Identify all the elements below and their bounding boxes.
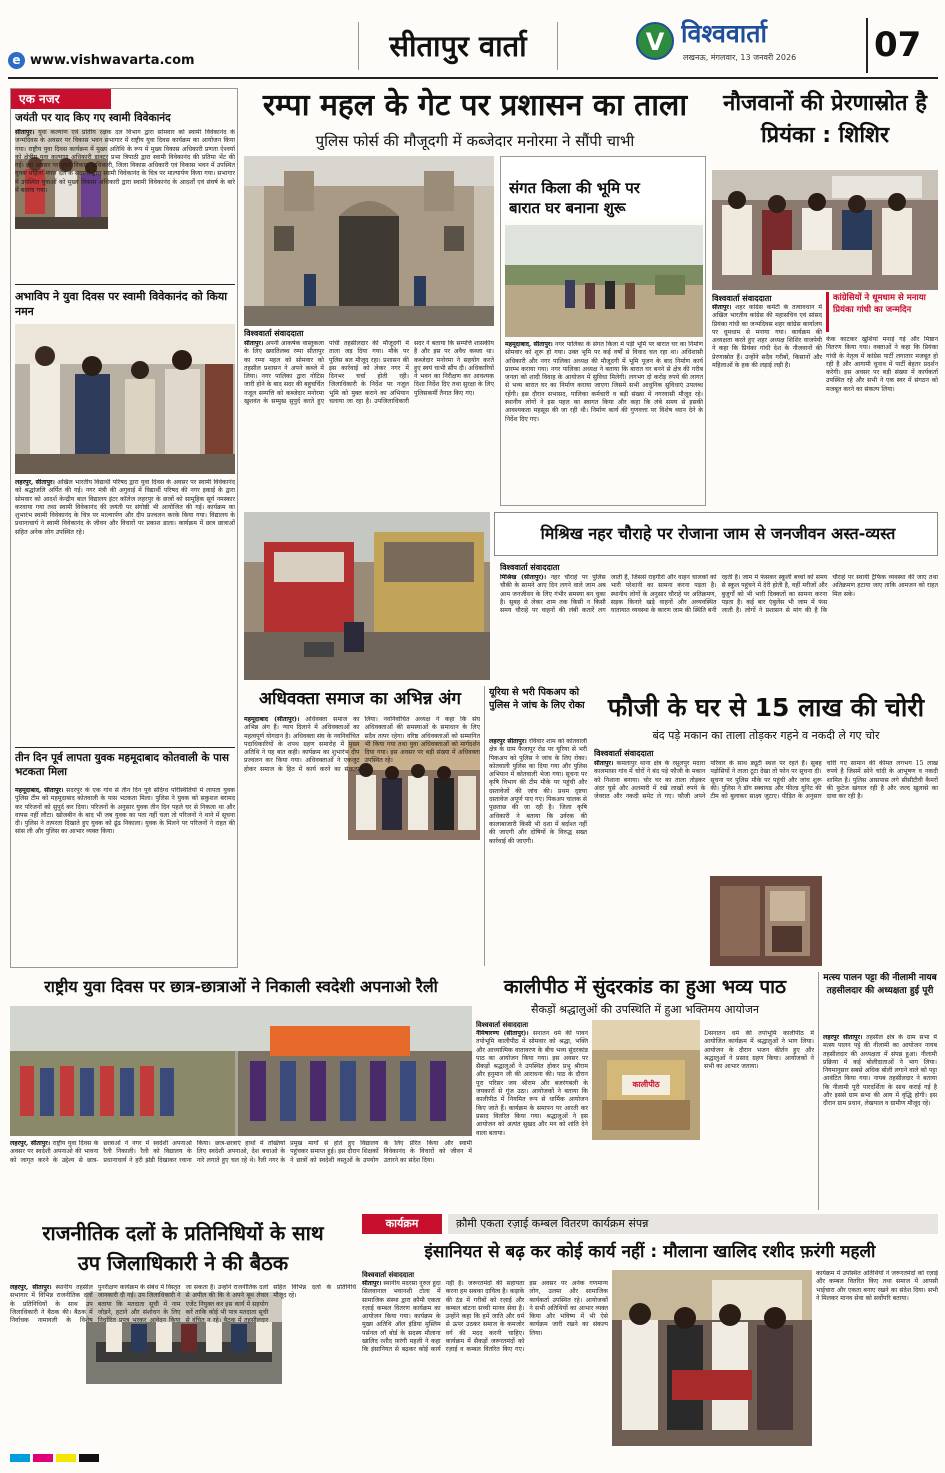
fish-text: तहसील क्षेत्र के ग्राम सभा में मत्स्य पालन पट्टे की नीलामी का आयोजन नायब तहसीलदार की अध्यक्षता में संपन्न हुआ। नीलामी प्रक्रिया में कई बोलीदाताओं ने भाग लिया। नियमानुसार सबसे अधिक बोली लगाने वाले को पट्टा आवंटित किया गया। नायब तहसीलदार ने बताया कि नीलामी पूरी पारदर्शिता के साथ कराई गई है और इससे ग्राम सभा की आय में वृद्धि होगी। इस दौरान ग्राम प्रधान, लेखपाल व ग्रामीण मौजूद रहे।: [823, 1034, 937, 1108]
brand-dateline: लखनऊ, मंगलवार, 13 जनवरी 2026: [683, 53, 797, 62]
traffic-dateline: मिश्रिख (सीतापुर)।: [500, 574, 547, 581]
youth-headline: नौजवानों की प्रेरणास्रोत है प्रियंका : शिशिर: [723, 91, 927, 148]
lead-photo: [244, 156, 494, 326]
swatch-magenta: [33, 1454, 53, 1462]
karyakram-byline: विश्ववार्ता संवाददाता: [362, 1271, 415, 1279]
lead-dateline: सीतापुर।: [244, 340, 264, 347]
kalipeeth-subhead: सैकड़ों श्रद्धालुओं की उपस्थिति में हुआ भक्तिमय आयोजन: [531, 1003, 759, 1016]
youth-callout-box: [826, 292, 938, 332]
website-globe-icon: e: [8, 52, 25, 69]
pickup-dateline: लहरपुर सीतापुर।: [489, 738, 527, 745]
youth-callout: कांग्रेसियों ने धूमधाम से मनाया प्रियंका गांधी का जन्मदिन: [833, 293, 926, 315]
lead-subhead: पुलिस फोर्स की मौजूदगी में कब्जेदार मनोरमा ने सौंपी चाभी: [315, 132, 635, 150]
karyakram-body: [362, 1280, 608, 1446]
rally-headline: राष्ट्रीय युवा दिवस पर छात्र-छात्राओं ने निकाली स्वदेशी अपनाओ रैली: [44, 977, 438, 996]
karyakram-text: स्थानीय मदरसा नूरुल हुदा सिलवानाल भवानशी टोला में सामाजिक संस्था द्वारा क़ौमी एकता रज़ाई कम्बल वितरण कार्यक्रम का आयोजन किया गया। कार्यक्रम के मुख्य अतिथि ऑल इंडिया मुस्लिम पर्सनल लॉ बोर्ड के सदस्य मौलाना खालिद रशीद फ़रंगी महली ने कहा कि इंसानियत से बढ़कर कोई कार्य नहीं है। जरूरतमंदों की सहायता करना हम सबका दायित्व है। कड़ाके की ठंड में गरीबों को रज़ाई और कम्बल बांटना सच्ची मानव सेवा है। उन्होंने कहा कि हमें जाति और धर्म से ऊपर उठकर समाज के कमजोर वर्ग की मदद करनी चाहिए। कार्यक्रम में सैकड़ों जरूरतमंदों को रज़ाई व कम्बल वितरित किए गए। इस अवसर पर अनेक गणमान्य लोग, उलमा और सामाजिक कार्यकर्ता उपस्थित रहे। आयोजकों ने सभी अतिथियों का आभार व्यक्त किया और भविष्य में भी ऐसे कार्यक्रम जारी रखने का संकल्प लिया।: [362, 1280, 608, 1354]
masthead-rule: [8, 77, 938, 79]
kalipeeth-body-left: [476, 1030, 588, 1210]
lead-text: अपनी आकर्षक वास्तुकला के लिए ख्यातिलब्ध रम्पा सीतापुर का रम्पा महल को सोमवार को तहसील प्रशासन ने अपने कब्जे में लिया। नगर पालिका द्वारा नोटिस जारी होने के बाद सदर की बहुचर्चित नजूल सम्पत्ति को कब्जेदार मनोरमा खुशवंत के सम्मुख सुपुर्द करते हुए पांची तहसीलदार की मौजूदगी में ताला जड़ दिया गया। मौके पर पुलिस बल मौजूद रहा। प्रशासन की इस कार्रवाई को लेकर नगर में दिनभर चर्चा होती रही। जिलाधिकारी के निर्देश पर नजूल भूमि को मुक्त कराने का अभियान चलाया जा रहा है। उपजिलाधिकारी सदर ने बताया कि सम्पत्ति शासकीय है और इस पर अवैध कब्जा था। कब्जेदार मनोरमा ने सहयोग करते हुए स्वयं चाभी सौंप दी। अधिकारियों ने भवन का निरीक्षण कर आवश्यक दिशा निर्देश दिए तथा सुरक्षा के लिए पुलिसकर्मी तैनात किए गए।: [244, 340, 494, 406]
youth-body2: केक काटकर खुशियां मनाई गई और मिष्ठान वितरण किया गया। वक्ताओं ने कहा कि प्रियंका गांधी के नेतृत्व में कांग्रेस पार्टी लगातार मजबूत हो रही है और आगामी चुनाव में पार्टी बेहतर प्रदर्शन करेगी। इस अवसर पर बड़ी संख्या में कार्यकर्ता उपस्थित रहे और सभी ने एक स्वर में संगठन को मजबूत करने का संकल्प लिया।: [826, 336, 938, 393]
traffic-photo: [244, 512, 490, 680]
traffic-box: [244, 512, 938, 680]
sangat-box: [500, 156, 706, 506]
ek-nazar-story3-headline: तीन दिन पूर्व लापता युवक महमूदाबाद कोतवाली के पास भटकता मिला: [15, 752, 229, 778]
sangat-body: [505, 341, 703, 503]
sangat-text: नगर पालिका के संगत किला में पड़ी भूमि पर बारात घर का निर्माण सोमवार को शुरू हो गया। उक्त भूमि पर कई वर्षों से विवाद चल रहा था। अधिशासी अधिकारी और नगर पालिका अध्यक्ष की मौजूदगी में भूमि पूजन के बाद निर्माण कार्य प्रारम्भ कराया गया। नगर पालिका अध्यक्ष ने बताया कि बारात घर बनने से क्षेत्र की गरीब जनता को शादी विवाह के आयोजन में सुविधा मिलेगी। लगभग दो करोड़ रुपये की लागत से भव्य बारात घर का निर्माण कराया जाएगा जिसमें सभी आधुनिक सुविधाएं उपलब्ध रहेंगी। इस दौरान सभासद, पालिका कर्मचारी व बड़ी संख्या में नगरवासी मौजूद रहे। स्थानीय लोगों ने इस पहल का स्वागत किया और कहा कि लंबे समय से इसकी आवश्यकता महसूस की जा रही थी। निर्माण कार्य की गुणवत्ता पर विशेष ध्यान देने के निर्देश दिए गए।: [505, 341, 703, 423]
lead-headline: रम्पा महल के गेट पर प्रशासन का ताला: [262, 88, 688, 123]
theft-photo: [710, 876, 822, 966]
theft-body: [594, 760, 938, 872]
theft-text: कमलापुर थाना क्षेत्र के रसूलपुर मदारा कालमाफ़ा गांव में चोरों ने बंद पड़े फौजी के मकान को निशाना बनाया। चोर घर का ताला तोड़कर अंदर घुसे और अलमारी में रखे लाखों रुपये के जेवरात और नकदी समेट ले गए। फौजी अपने परिवार के साथ ड्यूटी स्थल पर रहते हैं। सुबह पड़ोसियों ने ताला टूटा देखा तो फोन पर सूचना दी। सूचना पर पुलिस मौके पर पहुंची और जांच शुरू की। पुलिस ने डॉग स्क्वायड और फील्ड यूनिट की टीम को बुलाकर साक्ष्य जुटाए। पीड़ित के अनुसार चोरी गए सामान की कीमत लगभग 15 लाख रुपये है जिसमें सोने चांदी के आभूषण व नकदी शामिल है। पुलिस आसपास लगे सीसीटीवी कैमरों की फुटेज खंगाल रही है और जल्द खुलासे का दावा कर रही है।: [594, 760, 938, 801]
traffic-headline: मिश्रिख नहर चौराहे पर रोजाना जाम से जनजीवन अस्त-व्यस्त: [540, 524, 896, 543]
rally-body: [10, 1140, 472, 1210]
rally-text: राष्ट्रीय युवा दिवस के अवसर पर स्वदेशी अपनाओ की भावना को जागृत करने के उद्देश्य से छात्र-छात्राओं ने नगर में स्वदेशी अपनाओ रैली निकाली। रैली को विद्यालय के प्रधानाचार्य ने हरी झंडी दिखाकर रवाना किया। छात्र-छात्राएं हाथों में तख्तियां लिए स्वदेशी अपनाओ, देश बचाओ के नारे लगाते हुए चल रहे थे। रैली नगर के प्रमुख मार्गों से होते हुए विद्यालय पहुंचकर समाप्त हुई। इस दौरान शिक्षकों ने छात्रों को स्वदेशी वस्तुओं के उपयोग के लिए प्रेरित किया और स्वामी विवेकानंद के विचारों को जीवन में उतारने का संदेश दिया।: [10, 1140, 472, 1164]
karyakram-tagline: क़ौमी एकता रज़ाई कम्बल वितरण कार्यक्रम संपन्न: [448, 1214, 938, 1234]
rally-dateline: लहरपुर, सीतापुर।: [10, 1140, 51, 1147]
ek-nazar-divider-2: [15, 747, 235, 748]
lead-body: [244, 340, 494, 505]
page-number: 07: [874, 25, 922, 65]
youth-text: शहर कांग्रेस कमेटी के तत्वावधान में अखिल भारतीय कांग्रेस की महासचिव एवं सांसद प्रियंका गांधी का जन्मदिवस शहर कांग्रेस कार्यालय पर धूमधाम से मनाया गया। कार्यक्रम की अध्यक्षता करते हुए शहर अध्यक्ष शिशिर वाजपेयी ने कहा कि प्रियंका गांधी देश के नौजवानों की प्रेरणास्रोत हैं। उन्होंने सदैव गरीबों, किसानों और महिलाओं के हक की लड़ाई लड़ी है।: [712, 304, 822, 370]
kalipeeth-photo-sign: कालीपीठ: [632, 1080, 660, 1089]
rally-photo: [10, 1006, 472, 1136]
advocate-body: [244, 716, 480, 964]
kalipeeth-headline: कालीपीठ में सुंदरकांड का हुआ भव्य पाठ: [503, 976, 787, 998]
ek-nazar-story3-body: [15, 787, 235, 963]
meeting-text: स्थानीय तहसील सभागार में विभिन्न राजनीतिक दलों के प्रतिनिधियों के साथ उप जिलाधिकारी ने बैठक की। बैठक में निर्वाचक नामावली के विशेष पुनरीक्षण कार्यक्रम के संबंध में विस्तृत जानकारी दी गई। उप जिलाधिकारी ने बताया कि मतदाता सूची में नाम जोड़ने, हटाने और संशोधन के लिए निर्धारित प्रपत्र भरकर आवेदन किया जा सकता है। उन्होंने राजनीतिक दलों से अपील की कि वे अपने बूथ लेवल एजेंट नियुक्त कर इस कार्य में सहयोग करें ताकि कोई भी पात्र मतदाता सूची से वंचित न रहे। बैठक में तहसीलदार सहित विभिन्न दलों के प्रतिनिधि मौजूद रहे।: [10, 1284, 356, 1325]
fish-dateline: लहरपुर सीतापुर।: [823, 1034, 863, 1041]
kalipeeth-byline: विश्ववार्ता संवाददाता: [476, 1021, 529, 1029]
fish-body: [823, 1034, 937, 1208]
meeting-dateline: लहरपुर, सीतापुर।: [10, 1284, 52, 1291]
advocate-headline: अधिवक्ता समाज का अभिन्न अंग: [259, 689, 461, 709]
ek-nazar-story2-headline: अभाविप ने युवा दिवस पर स्वामी विवेकानंद को किया नमन: [15, 290, 228, 318]
theft-headline: फौजी के घर से 15 लाख की चोरी: [607, 693, 925, 722]
ek-nazar-story2-photo: [15, 324, 235, 474]
youth-dateline: सीतापुर।: [712, 304, 732, 311]
advocate-text: अधिवक्ता समाज का अभिन्न अंग हैं। न्याय दिलाने में अधिवक्ताओं का महत्वपूर्ण योगदान है। अधिवक्ता संघ के नवनिर्वाचित पदाधिकारियों के शपथ ग्रहण समारोह में मुख्य अतिथि ने यह बात कही। कार्यक्रम का शुभारंभ दीप प्रज्वलन कर किया गया। अधिवक्ताओं ने एकजुट होकर समाज के हित में कार्य करने का संकल्प लिया। नवनिर्वाचित अध्यक्ष ने कहा कि संघ अधिवक्ताओं की समस्याओं के समाधान के लिए सदैव तत्पर रहेगा। वरिष्ठ अधिवक्ताओं को सम्मानित भी किया गया तथा युवा अधिवक्ताओं को मार्गदर्शन दिया गया। इस अवसर पर बड़ी संख्या में अधिवक्ता उपस्थित रहे।: [244, 716, 480, 773]
pickup-box: [484, 686, 588, 966]
advocate-dateline: महमूदाबाद (सीतापुर)।: [244, 716, 300, 723]
traffic-body: [500, 574, 938, 678]
kalipeeth-text: सनातन धर्म की पावन तपोभूमि कालीपीठ में सोमवार को श्रद्धा, भक्ति और आध्यात्मिक वातावरण के बीच भव्य सुंदरकांड पाठ का आयोजन किया गया। इस अवसर पर सैकड़ों श्रद्धालुओं ने उपस्थित होकर प्रभु श्रीराम और हनुमान जी की आराधना की। पाठ के दौरान पूरा परिसर जय श्रीराम और बजरंगबली के जयकारों से गूंज उठा। आयोजकों ने बताया कि कालीपीठ में नियमित रूप से धार्मिक आयोजन किए जाते हैं। कार्यक्रम के समापन पर आरती कर प्रसाद वितरित किया गया। श्रद्धालुओं ने इस आयोजन को अत्यंत सुखद और मन को शांति देने वाला बताया।: [476, 1030, 588, 1137]
sangat-headline-line1: संगत किला की भूमि पर: [509, 179, 640, 197]
swatch-yellow: [56, 1454, 76, 1462]
pickup-headline: यूरिया से भरी पिकअप को पुलिस ने जांच के लिए रोका: [489, 687, 585, 711]
ek-nazar-story2-text: अखिल भारतीय विद्यार्थी परिषद द्वारा युवा दिवस के अवसर पर स्वामी विवेकानंद को श्रद्धांजलि अर्पित की गई। नगर मंत्री की अगुवाई में विद्यार्थी परिषद की नगर इकाई के द्वारा सोमवार को आदर्श केन्द्रीय बाल विद्यालय इंटर कॉलेज लहरपुर के छात्रों को सामूहिक सूर्य नमस्कार करवाया गया तथा स्वामी विवेकानंद की जयंती पर संगोष्ठी भी आयोजित की गई। कार्यक्रम का शुभारंभ स्वामी विवेकानंद के चित्र पर माल्यार्पण और दीप प्रज्वलन करके किया गया। विद्यालय के प्रधानाचार्य ने स्वामी विवेकानंद के जीवन और विचारों पर प्रकाश डाला। कार्यक्रम में छात्र छात्राओं सहित अनेक लोग उपस्थित रहे।: [15, 479, 235, 536]
ek-nazar-story3-text: सदरपुर के एक गांव से तीन दिन पूर्व संदिग्ध परिस्थितियों में लापता युवक पुलिस टीम को महमूदाबाद कोतवाली के पास भटकता मिला। पुलिस ने युवक को सकुशल बरामद कर परिजनों को सुपुर्द कर दिया। परिजनों के अनुसार युवक तीन दिन पहले घर से निकला था और वापस नहीं लौटा। खोजबीन के बाद भी जब युवक का पता नहीं चला तो परिजनों ने थाने में सूचना दी। पुलिस ने तत्परता दिखाते हुए युवक को ढूंढ निकाला। युवक के मिलने पर परिजनों ने राहत की सांस ली और पुलिस का आभार व्यक्त किया।: [15, 787, 235, 836]
website-url[interactable]: www.vishwavarta.com: [30, 53, 195, 68]
brand-logo-icon: V: [636, 22, 674, 60]
ek-nazar-story1-headline: जयंती पर याद किए गए स्वामी विवेकानंद: [15, 112, 171, 124]
theft-byline: विश्ववार्ता संवाददाता: [594, 749, 654, 758]
karyakram-tag: कार्यक्रम: [362, 1214, 442, 1234]
karyakram-headline: इंसानियत से बढ़ कर कोई कार्य नहीं : मौलाना खालिद रशीद फ़रंगी महली: [424, 1242, 876, 1262]
kalipeeth-photo: [592, 1020, 700, 1140]
section-title: सीतापुर वार्ता: [389, 29, 527, 63]
traffic-byline: विश्ववार्ता संवाददाता: [500, 563, 560, 572]
traffic-text: नहर चौराहे पर पुलिस चौकी के सामने आए दिन लगने वाले जाम अब आम जनजीवन के लिए गंभीर समस्या बन चुका है। सुबह से लेकर शाम तक किसी न किसी समय चौराहे पर वाहनों की लंबी कतारें लग जाती हैं, जिससे राहगीरों और वाहन चालकों को भारी परेशानी का सामना करना पड़ता है। स्थानीय लोगों के अनुसार चौराहे पर अतिक्रमण, सड़क किनारे खड़े वाहनों और अव्यवस्थित यातायात व्यवस्था के कारण जाम की स्थिति बनी रहती है। जाम में फंसकर स्कूली बच्चों को समय से स्कूल पहुंचने में देरी होती है, वहीं मरीजों और बुजुर्गों को भी भारी दिक्कतों का सामना करना पड़ता है। कई बार एंबुलेंस भी जाम में फंस जाती है। लोगों ने प्रशासन से मांग की है कि चौराहे पर स्थायी ट्रैफिक व्यवस्था की जाए तथा अतिक्रमण हटाया जाए ताकि आमजन को राहत मिल सके।: [500, 574, 938, 615]
ek-nazar-story2-dateline: लहरपुर, सीतापुर।: [15, 479, 55, 486]
karyakram-body-right: कार्यक्रम में उपस्थित अतिथियों ने जरूरतमंदों को रज़ाई और कम्बल वितरित किए तथा समाज में आपसी भाईचारा और एकता बनाए रखने का संदेश दिया। सभी ने मिलकर मानव सेवा को सर्वोपरि बताया।: [816, 1270, 938, 1302]
swatch-cyan: [10, 1454, 30, 1462]
pickup-text: रविवार शाम को कोतवाली क्षेत्र के ग्राम फैजापुर रोड पर यूरिया से भरी पिकअप को पुलिस ने जांच के लिए रोका। कोतवाली पुलिस का दिया गया और पुलिस अभियान में कोतवाली भेजा गया। सूचना पर कृषि विभाग की टीम मौके पर पहुंची और दस्तावेजों की जांच की। प्रथम दृष्टया दस्तावेज अपूर्ण पाए गए। पिकअप चालक से पूछताछ की जा रही है। जिला कृषि अधिकारी ने बताया कि उर्वरक की कालाबाजारी किसी भी दशा में बर्दाश्त नहीं की जाएगी और दोषियों के विरुद्ध सख्त कार्रवाई की जाएगी।: [489, 738, 587, 845]
sangat-dateline: महमूदाबाद, सीतापुर।: [505, 341, 553, 348]
theft-dateline: सीतापुर।: [594, 760, 614, 767]
ek-nazar-story1-dateline: सीतापुर।: [15, 129, 35, 136]
ek-nazar-story3-dateline: महमूदाबाद, सीतापुर।: [15, 787, 64, 794]
fish-headline: मत्स्य पालन पट्टा की नीलामी नायब तहसीलदार की अध्यक्षता हुई पूरी: [823, 973, 937, 996]
ek-nazar-divider-1: [15, 284, 235, 285]
ek-nazar-story1-text: युवा कल्याण एवं प्रांतीय रक्षक दल विभाग द्वारा सोमवार को स्वामी विवेकानंद के जन्मदिवस के अवसर पर विकास भवन सभागार में राष्ट्रीय युवा दिवस कार्यक्रम का आयोजन किया गया। राष्ट्रीय युवा दिवस कार्यक्रम में मुख्य अतिथि के रूप में मुख्य विकास अधिकारी प्रणता ऐश्वर्या को क्षेत्रीय युवा कल्याण अधिकारी डाक्टर प्रभा त्रिपाठी द्वारा स्वामी विवेकानंद की प्रतिमा भेंट की गई। इस अवसर पर मुख्य विकास अधिकारी, जिला विकास अधिकारी एवं विकास भवन में उपस्थित युवक महिला मंगल दल के सदस्यों द्वारा स्वामी विवेकानंद के चित्र पर माल्यार्पण किया गया। सभागार में उपस्थित युवाओं को मुख्य विकास अधिकारी द्वारा स्वामी विवेकानंद के आदर्शों एवं संघर्ष के बारे में बताया गया।: [15, 129, 235, 195]
meeting-headline-line1: राजनीतिक दलों के प्रतिनिधियों के साथ: [42, 1221, 324, 1245]
meeting-body: [10, 1284, 356, 1444]
youth-byline: विश्ववार्ता संवाददाता: [712, 294, 772, 303]
swatch-black: [79, 1454, 99, 1462]
ek-nazar-story1-body: [15, 129, 235, 279]
footer-color-strip: [10, 1454, 938, 1466]
sangat-headline-line2: बारात घर बनाना शुरू: [509, 199, 626, 217]
karyakram-dateline: सीतापुर।: [362, 1280, 382, 1287]
youth-photo: [712, 170, 938, 290]
fish-box: [818, 972, 938, 1210]
theft-subhead: बंद पड़े मकान का ताला तोड़कर गहने व नकदी ले गए चोर: [652, 729, 880, 742]
kalipeeth-body-right: Dसनातन धर्म की तपोभूमि कालीपीठ में आयोजित कार्यक्रम में श्रद्धालुओं ने भाग लिया। आयोजन के दौरान भजन कीर्तन हुए और श्रद्धालुओं ने प्रसाद ग्रहण किया। आयोजकों ने सभी का आभार जताया।: [704, 1030, 814, 1071]
kalipeeth-dateline: नैमिषारण्य (सीतापुर)।: [476, 1030, 529, 1037]
sangat-photo: [505, 225, 703, 337]
lead-byline: विश्ववार्ता संवाददाता: [244, 329, 304, 338]
ek-nazar-tag: एक नजर: [11, 89, 111, 109]
karyakram-photo: [612, 1270, 812, 1446]
masthead: [0, 0, 945, 80]
pickup-body: [489, 738, 587, 964]
meeting-headline-line2: उप जिलाधिकारी ने की बैठक: [77, 1251, 289, 1275]
ek-nazar-story2-body: [15, 479, 235, 741]
youth-body: [712, 304, 822, 508]
brand-name: विश्ववार्ता: [681, 19, 768, 48]
ek-nazar-column: [10, 88, 238, 968]
